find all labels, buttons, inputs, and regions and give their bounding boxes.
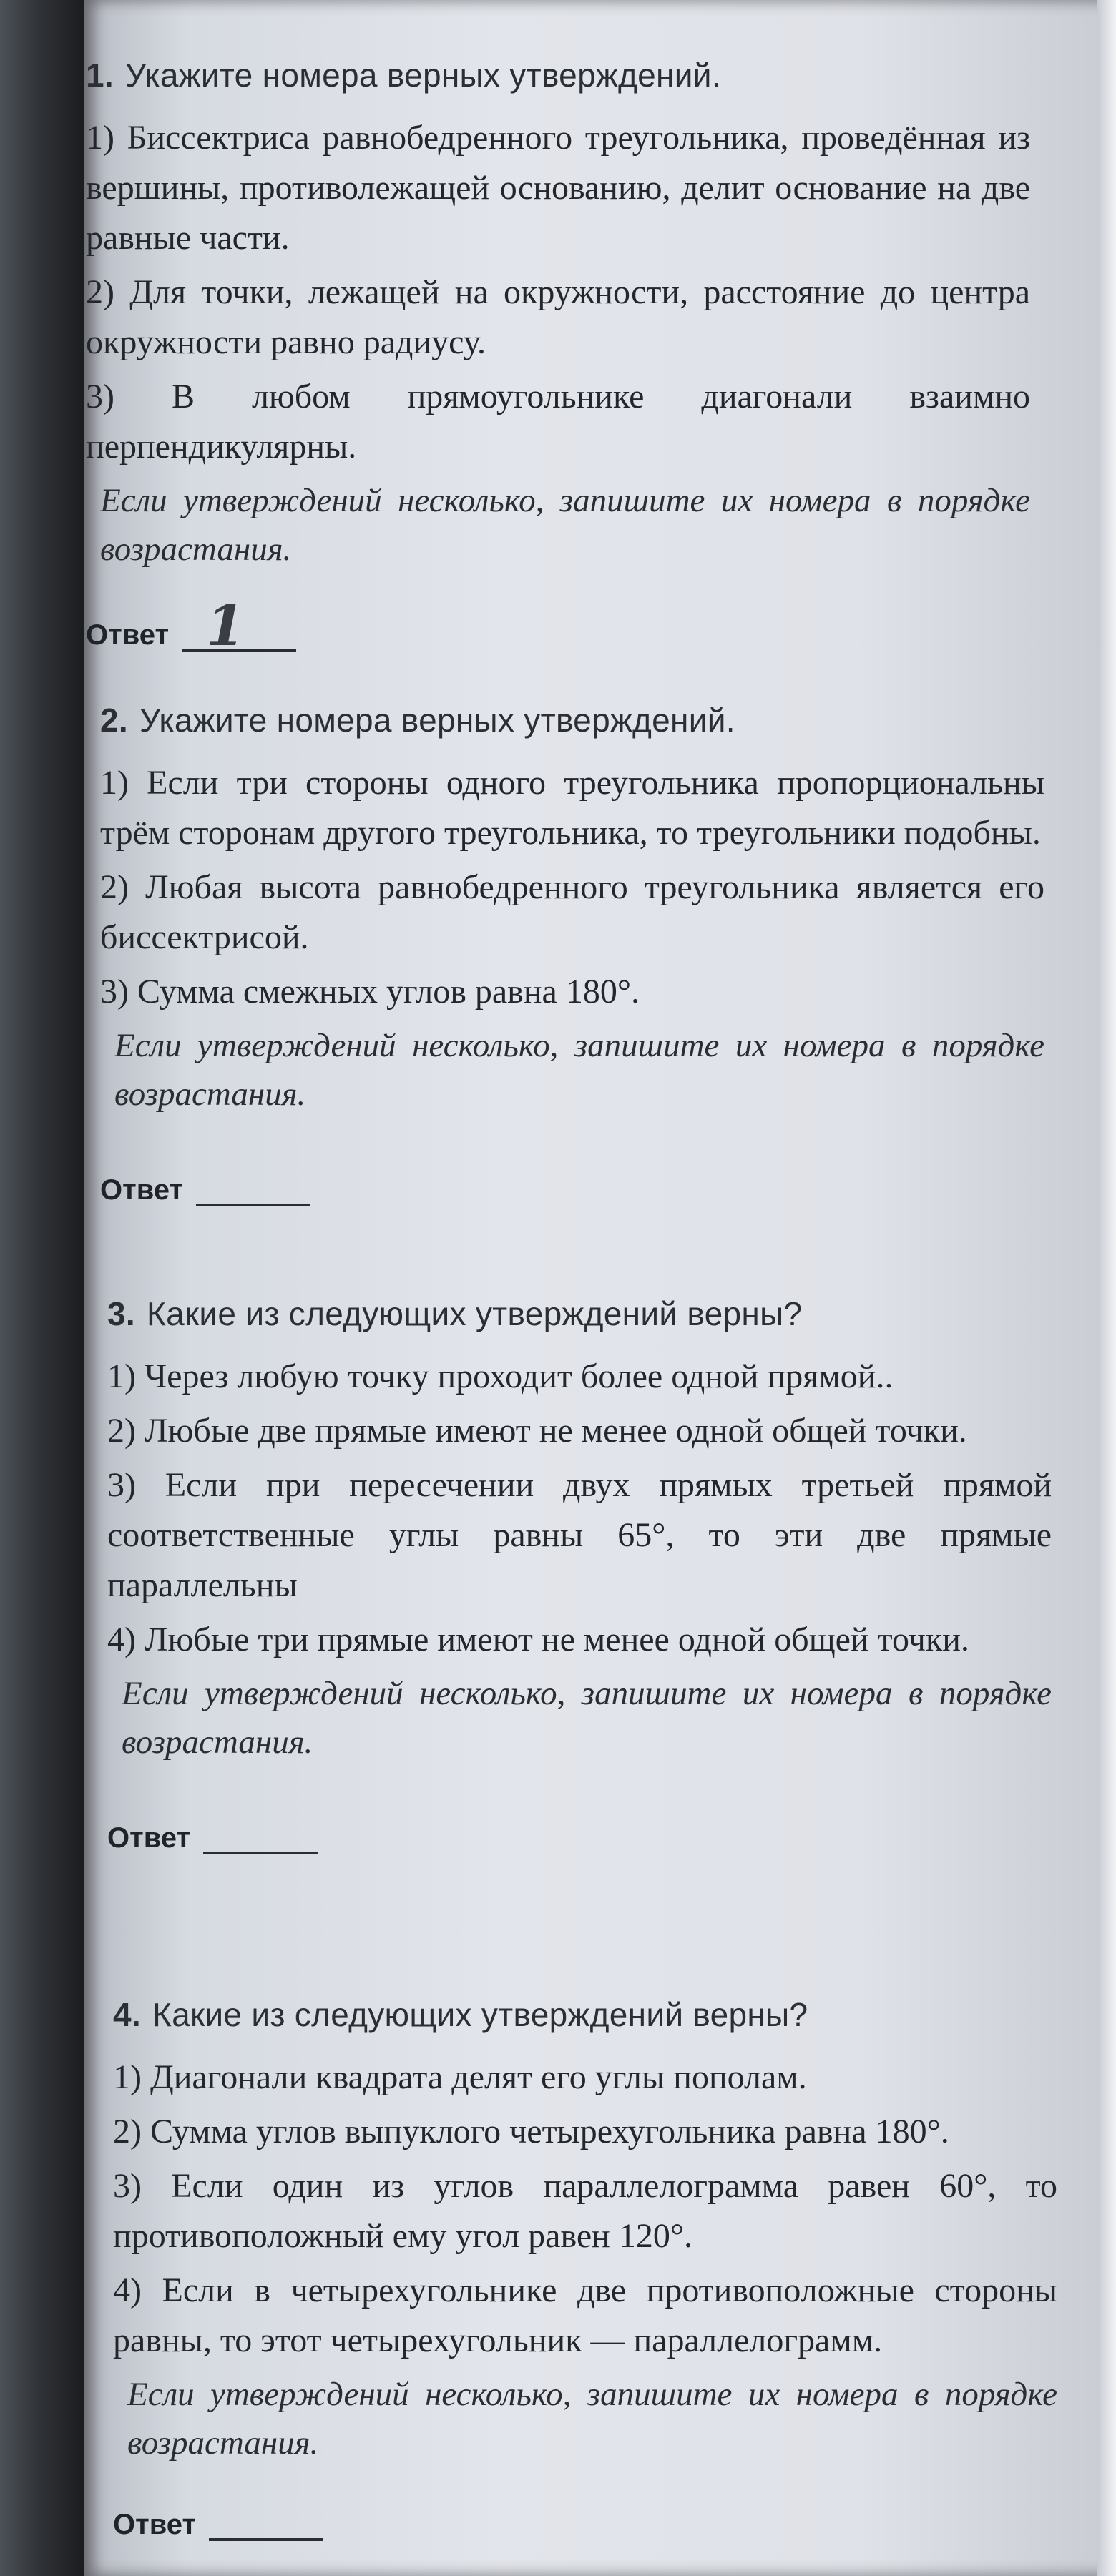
statement: 3) В любом прямоугольнике диагонали взаимно перпендикулярны.	[86, 378, 1030, 466]
statement: 2) Любая высота равнобедренного треугольника является его биссектрисой.	[100, 868, 1044, 956]
answer-field[interactable]	[209, 2512, 323, 2541]
task-question: Укажите номера верных утверждений.	[124, 56, 721, 94]
worksheet-page	[84, 0, 1116, 2576]
task-1	[86, 56, 1030, 659]
statement: 4) Если в четырехугольнике две противоположные стороны равны, то этот четырехугольник — параллелограмм.	[113, 2271, 1057, 2359]
task-number: 2.	[100, 702, 128, 739]
handwritten-answer: 1	[206, 594, 245, 659]
answer-label: Ответ	[86, 619, 170, 651]
answer-field[interactable]	[182, 594, 296, 659]
answer-row	[100, 1174, 1044, 1206]
instruction-note: Если утверждений несколько, запишите их номера в порядке возрастания.	[127, 2376, 1057, 2462]
statement: 2) Любые две прямые имеют не менее одной общей точки.	[107, 1412, 967, 1450]
statement: 2) Сумма углов выпуклого четырехугольника равна 180°.	[113, 2113, 949, 2150]
task-question: Какие из следующих утверждений верны?	[152, 1996, 808, 2033]
task-1-title	[86, 56, 1030, 94]
task-number: 1.	[86, 56, 114, 94]
statement: 3) Сумма смежных углов равна 180°.	[100, 973, 640, 1011]
statement: 1) Через любую точку проходит более одной прямой..	[107, 1357, 894, 1395]
task-number: 3.	[107, 1295, 135, 1332]
statement: 4) Любые три прямые имеют не менее одной общей точки.	[107, 1621, 969, 1658]
task-2-title	[100, 701, 1044, 739]
statement: 1) Биссектриса равнобедренного треугольника, проведённая из вершины, противолежащей основанию, делит основание на две равные части.	[86, 119, 1030, 257]
answer-label: Ответ	[113, 2509, 197, 2540]
task-question: Укажите номера верных утверждений.	[139, 702, 735, 739]
task-3	[107, 1294, 1052, 1854]
task-4	[113, 1995, 1057, 2541]
answer-field[interactable]	[203, 1826, 318, 1854]
task-2	[100, 701, 1044, 1206]
answer-label: Ответ	[107, 1822, 191, 1854]
statement: 2) Для точки, лежащей на окружности, расстояние до центра окружности равно радиусу.	[86, 273, 1030, 361]
answer-row	[86, 594, 1030, 659]
instruction-note: Если утверждений несколько, запишите их номера в порядке возрастания.	[114, 1027, 1044, 1113]
task-4-title	[113, 1995, 1057, 2034]
statement: 3) Если один из углов параллелограмма равен 60°, то противоположный ему угол равен 120°.	[113, 2167, 1057, 2255]
statement: 1) Если три стороны одного треугольника пропорциональны трём сторонам другого треугольника, то треугольники подобны.	[100, 764, 1044, 852]
task-number: 4.	[113, 1996, 141, 2033]
task-3-title	[107, 1294, 1052, 1333]
answer-label: Ответ	[100, 1174, 184, 1206]
paper-edge	[1097, 0, 1116, 2576]
statement: 1) Диагонали квадрата делят его углы пополам.	[113, 2058, 807, 2096]
instruction-note: Если утверждений несколько, запишите их номера в порядке возрастания.	[100, 482, 1030, 568]
answer-field[interactable]	[196, 1178, 310, 1206]
task-question: Какие из следующих утверждений верны?	[146, 1295, 803, 1332]
statement: 3) Если при пересечении двух прямых третьей прямой соответственные углы равны 65°, то эти две прямые параллельны	[107, 1466, 1052, 1604]
answer-row	[107, 1822, 1052, 1854]
answer-row	[113, 2509, 1057, 2541]
instruction-note: Если утверждений несколько, запишите их номера в порядке возрастания.	[122, 1675, 1052, 1761]
